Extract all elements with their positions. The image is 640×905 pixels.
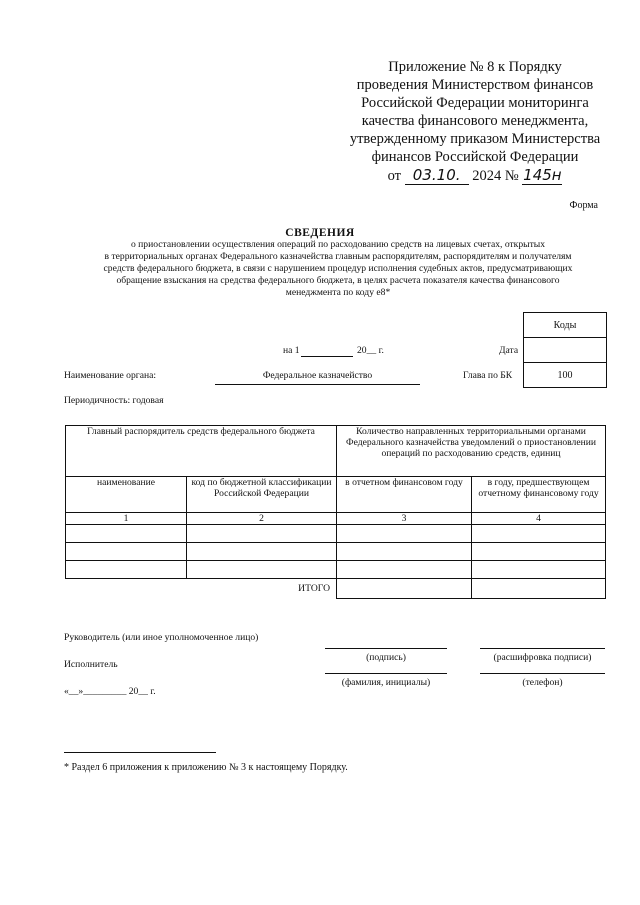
codes-table (523, 312, 607, 388)
fio-caption: (фамилия, инициалы) (341, 677, 431, 688)
table-cell[interactable] (66, 561, 187, 579)
table-cell[interactable] (337, 543, 472, 561)
footnote: * Раздел 6 приложения к приложению № 3 к настоящему Порядку. (64, 762, 348, 773)
table-cell[interactable] (337, 525, 472, 543)
date-row-prefix: на 1 (283, 345, 300, 356)
total-label: ИТОГО (66, 579, 337, 599)
organ-label: Наименование органа: (64, 370, 157, 381)
total-cell-current[interactable] (337, 579, 472, 599)
periodicity: Периодичность: годовая (64, 395, 164, 406)
table-cell[interactable] (187, 525, 337, 543)
appendix-line: утвержденному приказом Министерства (349, 131, 601, 147)
table-cell[interactable] (472, 543, 606, 561)
document-subtitle (64, 239, 612, 299)
form-label: Форма (569, 200, 598, 211)
appendix-line: проведения Министерством финансов (356, 77, 594, 93)
codes-date-cell[interactable] (524, 338, 607, 363)
decode-line[interactable] (480, 648, 605, 649)
column-number: 1 (66, 513, 187, 525)
subtitle-line: в территориальных органах Федерального казначейства главным распорядителям, распорядителям и получателям (104, 251, 572, 262)
appendix-line: Российской Федерации мониторинга (361, 95, 589, 111)
subtitle-line: о приостановлении осуществления операций по расходованию средств на лицевых счетах, открытых (130, 239, 546, 250)
date-underline[interactable] (301, 356, 353, 357)
table-cell[interactable] (187, 561, 337, 579)
phone-line[interactable] (480, 673, 605, 674)
column-number: 2 (187, 513, 337, 525)
appendix-line: финансов Российской Федерации (371, 149, 579, 165)
table-row (66, 525, 606, 543)
appendix-date-line (330, 166, 620, 185)
header-previous-year: в году, предшествующем отчетному финансовому году (472, 477, 606, 513)
table-cell[interactable] (187, 543, 337, 561)
main-table (65, 425, 606, 599)
bk-label: Глава по БК (463, 370, 513, 381)
decode-caption: (расшифровка подписи) (493, 652, 592, 663)
header-name: наименование (66, 477, 187, 513)
head-label: Руководитель (или иное уполномоченное лицо) (64, 632, 259, 643)
phone-caption: (телефон) (522, 677, 563, 688)
document-title: СВЕДЕНИЯ (285, 227, 355, 239)
table-cell[interactable] (66, 543, 187, 561)
date-prefix: от (387, 168, 402, 184)
subtitle-line: средств федерального бюджета, в связи с нарушением процедур исполнения судебных актов, предусматривающих (103, 263, 573, 274)
codes-bk-cell: 100 (524, 363, 607, 388)
table-cell[interactable] (472, 561, 606, 579)
table-cell[interactable] (472, 525, 606, 543)
subtitle-line: менеджмента по коду е8* (285, 287, 391, 298)
appendix-line: качества финансового менеджмента, (361, 113, 589, 129)
table-row (66, 543, 606, 561)
total-row (66, 579, 606, 599)
handwritten-date: 03.10. (405, 166, 469, 185)
signature-date: «__»_________ 20__ г. (64, 686, 156, 697)
total-cell-previous[interactable] (472, 579, 606, 599)
header-current-year: в отчетном финансовом году (337, 477, 472, 513)
codes-header: Коды (524, 313, 607, 338)
column-number: 4 (472, 513, 606, 525)
table-cell[interactable] (66, 525, 187, 543)
date-row-year: 20__ г. (357, 345, 384, 356)
handwritten-number: 145н (523, 166, 562, 184)
fio-line[interactable] (325, 673, 447, 674)
table-cell[interactable] (337, 561, 472, 579)
header-group-notifications: Количество направленных территориальными органами Федерального казначейства уведомлений о приостановлении операций по расходованию средств, единиц (337, 426, 606, 477)
appendix-line: Приложение № 8 к Порядку (388, 59, 562, 75)
executor-label: Исполнитель (64, 659, 118, 670)
year-number-text: 2024 № (472, 168, 519, 184)
organ-value: Федеральное казначейство (262, 370, 373, 381)
table-row (66, 561, 606, 579)
appendix-header (330, 58, 620, 185)
subtitle-line: обращение взыскания на средства федерального бюджета, в целях расчета показателя качества финансового (116, 275, 560, 286)
footnote-separator (64, 752, 216, 753)
signature-caption: (подпись) (366, 652, 406, 663)
date-row-label: Дата (499, 345, 519, 356)
header-code: код по бюджетной классификации Российской Федерации (187, 477, 337, 513)
signature-line[interactable] (325, 648, 447, 649)
header-group-distributor: Главный распорядитель средств федерального бюджета (66, 426, 337, 477)
organ-underline (215, 384, 420, 385)
column-number: 3 (337, 513, 472, 525)
